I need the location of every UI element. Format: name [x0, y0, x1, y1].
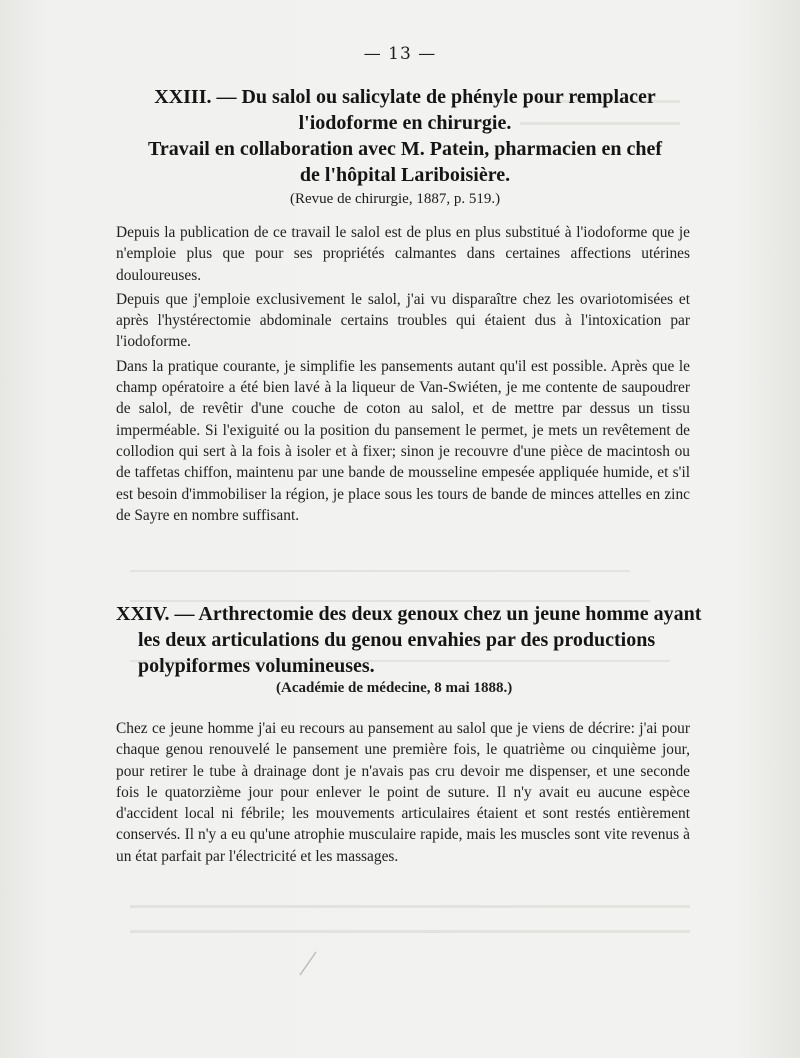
body-text [116, 222, 690, 526]
paragraph: Depuis la publication de ce travail le salol est de plus en plus substitué à l'iodoforme que je n'emploie plus que pour ses propriétés calmantes dans certaines affections utérines douloureuses. [116, 224, 690, 284]
section-title [100, 84, 710, 188]
title-line: polypiformes volumineuses. [138, 655, 375, 677]
title-line: l'iodoforme en chirurgie. [298, 112, 512, 134]
paragraph: Chez ce jeune homme j'ai eu recours au pansement au salol que je viens de décrire: j'ai pour chaque genou renouvelé le pansement une première fois, le quatrième ou cinquième jour, pour retirer le tube à drainage dont je n'avais pas cru devoir me dispenser, et une seconde fois le quatorzième jour pour enlever le point de suture. Il n'y avait eu aucune espèce d'accident local ni fébrile; les mouvements articulaires étaient et sont restés entièrement conservés. Il n'y a eu qu'une atrophie musculaire rapide, mais les muscles sont vite revenus à un état parfait par l'électricité et les massages. [116, 720, 690, 865]
source-citation: (Académie de médecine, 8 mai 1888.) [276, 680, 513, 696]
title-line: les deux articulations du genou envahies par des productions [138, 629, 656, 651]
section-title [116, 601, 706, 679]
title-line: XXIV. — Arthrectomie des deux genoux chez un jeune homme ayant [116, 603, 702, 625]
body-text [116, 718, 690, 867]
source-citation: (Revue de chirurgie, 1887, p. 519.) [290, 191, 501, 207]
title-line: de l'hôpital Lariboisière. [299, 164, 511, 186]
page-number: — 13 — [363, 44, 437, 64]
title-line: Travail en collaboration avec M. Patein, pharmacien en chef [148, 138, 662, 160]
title-line: XXIII. — Du salol ou salicylate de phényle pour remplacer [154, 86, 656, 108]
paragraph: Dans la pratique courante, je simplifie les pansements autant qu'il est possible. Après que le champ opératoire a été bien lavé à la liqueur de Van-Swiéten, je me contente de saupoudrer de salol, de revêtir d'une couche de coton au salol, et de mettre par dessus un tissu imperméable. Si l'exiguité ou la position du pansement le permet, je mets un revêtement de collodion qui sert à la fois à isoler et à fixer; sinon je recouvre d'une pièce de macintosh ou de taffetas chiffon, maintenu par une bande de mousseline empesée appliquée humide, et s'il est besoin d'immobiliser la région, je place sous les tours de bande de minces attelles en zinc de Sayre en nombre suffisant. [116, 357, 690, 524]
paragraph: Depuis que j'emploie exclusivement le salol, j'ai vu disparaître chez les ovariotomisées et après l'hystérectomie abdominale certains troubles qui étaient dus à l'intoxication par l'iodoforme. [116, 290, 690, 351]
